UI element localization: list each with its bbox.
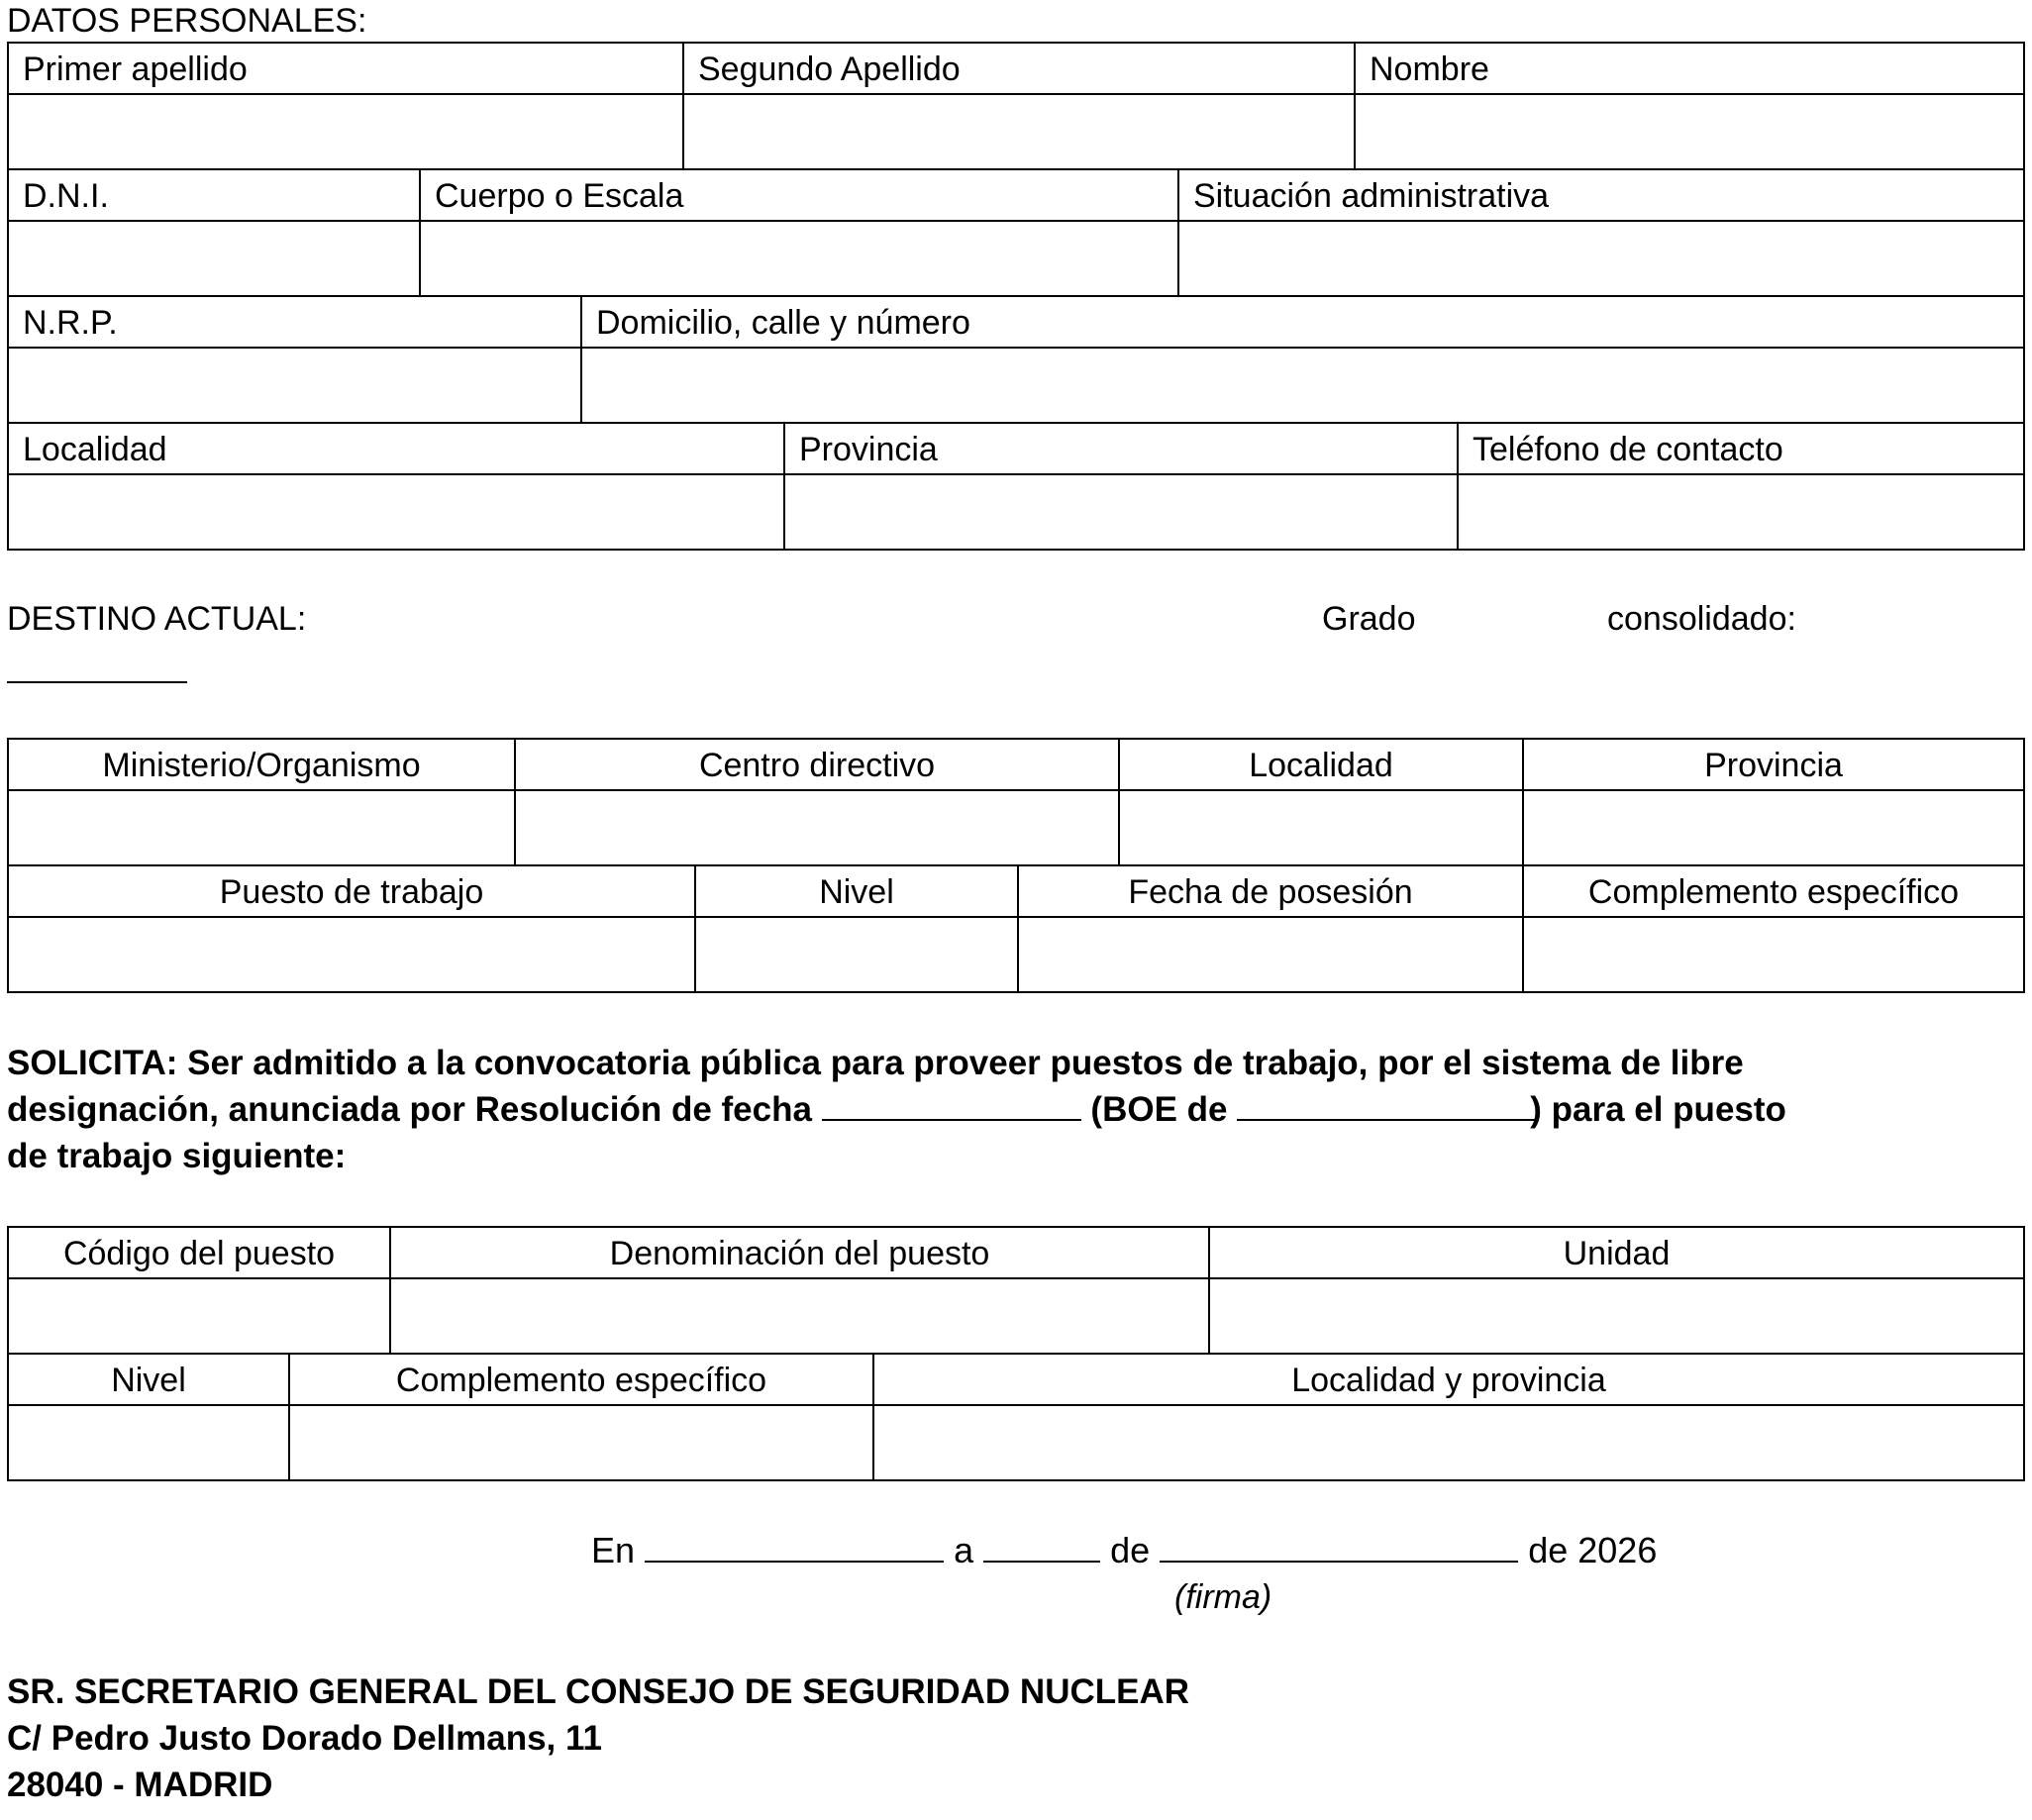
de-label: de (1110, 1530, 1151, 1570)
table-row (9, 168, 2023, 295)
field-telefono[interactable] (1457, 424, 2023, 549)
field-input[interactable] (1019, 918, 1522, 991)
field-label: D.N.I. (9, 170, 419, 222)
field-provincia-destino[interactable] (1522, 740, 2023, 864)
field-label: Localidad (1120, 740, 1522, 791)
field-label: Teléfono de contacto (1459, 424, 2023, 475)
field-complemento-puesto[interactable] (288, 1355, 872, 1479)
lugar-blank[interactable] (645, 1531, 944, 1563)
field-label: Nombre (1356, 44, 2023, 95)
field-situacion-administrativa[interactable] (1177, 170, 2023, 295)
boe-fecha-blank[interactable] (1237, 1089, 1538, 1121)
field-label: Localidad (9, 424, 783, 475)
field-codigo-puesto[interactable] (9, 1228, 389, 1353)
solicita-text: ) para el puesto (1530, 1090, 1786, 1129)
field-input[interactable] (9, 349, 580, 422)
resolucion-fecha-blank[interactable] (822, 1089, 1081, 1121)
grado-label: Grado (1322, 600, 1416, 638)
field-label: Cuerpo o Escala (421, 170, 1177, 222)
personal-data-table (7, 42, 2025, 551)
solicita-line-2 (7, 1086, 1786, 1133)
field-localidad-destino[interactable] (1118, 740, 1522, 864)
section-heading-datos-personales: DATOS PERSONALES: (7, 2, 367, 40)
field-localidad-provincia[interactable] (872, 1355, 2023, 1479)
grado-blank-line[interactable] (7, 681, 187, 683)
field-segundo-apellido[interactable] (682, 44, 1354, 168)
table-row (9, 44, 2023, 168)
field-label: Nivel (9, 1355, 288, 1406)
field-input[interactable] (9, 475, 783, 549)
field-provincia[interactable] (783, 424, 1457, 549)
mes-blank[interactable] (1160, 1531, 1518, 1563)
field-label: Complemento específico (290, 1355, 872, 1406)
field-label: Provincia (1524, 740, 2023, 791)
field-label: Segundo Apellido (684, 44, 1354, 95)
field-input[interactable] (696, 918, 1017, 991)
recipient-line-3: 28040 - MADRID (7, 1766, 273, 1804)
puesto-table (7, 1226, 2025, 1481)
solicita-text: (BOE de (1090, 1090, 1228, 1129)
field-label: Unidad (1210, 1228, 2023, 1279)
recipient-line-1: SR. SECRETARIO GENERAL DEL CONSEJO DE SEGURIDAD NUCLEAR (7, 1672, 1190, 1711)
signature-date-line (591, 1531, 1657, 1569)
field-input[interactable] (290, 1406, 872, 1479)
consolidado-label: consolidado: (1607, 600, 1796, 638)
field-cuerpo-escala[interactable] (419, 170, 1177, 295)
field-input[interactable] (1120, 791, 1522, 864)
field-input[interactable] (9, 1279, 389, 1353)
field-input[interactable] (684, 95, 1354, 168)
recipient-address (7, 1668, 1189, 1808)
field-ministerio[interactable] (9, 740, 514, 864)
field-input[interactable] (785, 475, 1457, 549)
field-label: Provincia (785, 424, 1457, 475)
field-nivel-destino[interactable] (694, 866, 1017, 991)
field-label: Puesto de trabajo (9, 866, 694, 918)
field-nombre[interactable] (1354, 44, 2023, 168)
field-label: Localidad y provincia (874, 1355, 2023, 1406)
field-input[interactable] (9, 95, 682, 168)
field-unidad[interactable] (1208, 1228, 2023, 1353)
en-label: En (591, 1530, 636, 1570)
field-input[interactable] (516, 791, 1118, 864)
field-input[interactable] (421, 222, 1177, 295)
field-label: Domicilio, calle y número (582, 297, 2023, 349)
field-input[interactable] (1459, 475, 2023, 549)
dia-blank[interactable] (983, 1531, 1100, 1563)
solicita-line-3: de trabajo siguiente: (7, 1137, 347, 1175)
field-domicilio[interactable] (580, 297, 2023, 422)
destino-table (7, 738, 2025, 993)
field-label: Ministerio/Organismo (9, 740, 514, 791)
field-primer-apellido[interactable] (9, 44, 682, 168)
field-label: N.R.P. (9, 297, 580, 349)
field-denominacion-puesto[interactable] (389, 1228, 1208, 1353)
field-puesto-trabajo[interactable] (9, 866, 694, 991)
field-label: Complemento específico (1524, 866, 2023, 918)
field-input[interactable] (9, 1406, 288, 1479)
field-label: Primer apellido (9, 44, 682, 95)
field-dni[interactable] (9, 170, 419, 295)
table-row (9, 1353, 2023, 1479)
field-input[interactable] (9, 918, 694, 991)
field-label: Fecha de posesión (1019, 866, 1522, 918)
firma-label: (firma) (1174, 1578, 1272, 1616)
solicita-line-1: SOLICITA: Ser admitido a la convocatoria pública para proveer puestos de trabajo, por el sistema de libre (7, 1044, 1744, 1082)
table-row (9, 295, 2023, 422)
field-input[interactable] (1524, 791, 2023, 864)
field-input[interactable] (1356, 95, 2023, 168)
field-localidad[interactable] (9, 424, 783, 549)
table-row (9, 740, 2023, 864)
solicita-text: designación, anunciada por Resolución de fecha (7, 1090, 812, 1129)
table-row (9, 422, 2023, 549)
table-row (9, 1228, 2023, 1353)
field-input[interactable] (582, 349, 2023, 422)
field-label: Nivel (696, 866, 1017, 918)
field-complemento-destino[interactable] (1522, 866, 2023, 991)
field-centro-directivo[interactable] (514, 740, 1118, 864)
table-row (9, 864, 2023, 991)
field-label: Situación administrativa (1179, 170, 2023, 222)
field-input[interactable] (1524, 918, 2023, 991)
field-input[interactable] (391, 1279, 1208, 1353)
field-label: Código del puesto (9, 1228, 389, 1279)
field-label: Centro directivo (516, 740, 1118, 791)
field-input[interactable] (1179, 222, 2023, 295)
field-fecha-posesion[interactable] (1017, 866, 1522, 991)
year-label: de 2026 (1528, 1530, 1658, 1570)
field-input[interactable] (9, 222, 419, 295)
field-input[interactable] (874, 1406, 2023, 1479)
field-label: Denominación del puesto (391, 1228, 1208, 1279)
recipient-line-2: C/ Pedro Justo Dorado Dellmans, 11 (7, 1719, 602, 1758)
field-nrp[interactable] (9, 297, 580, 422)
field-input[interactable] (1210, 1279, 2023, 1353)
section-heading-destino-actual: DESTINO ACTUAL: (7, 600, 307, 638)
solicita-paragraph (7, 1040, 1786, 1179)
field-nivel-puesto[interactable] (9, 1355, 288, 1479)
field-input[interactable] (9, 791, 514, 864)
a-label: a (954, 1530, 974, 1570)
